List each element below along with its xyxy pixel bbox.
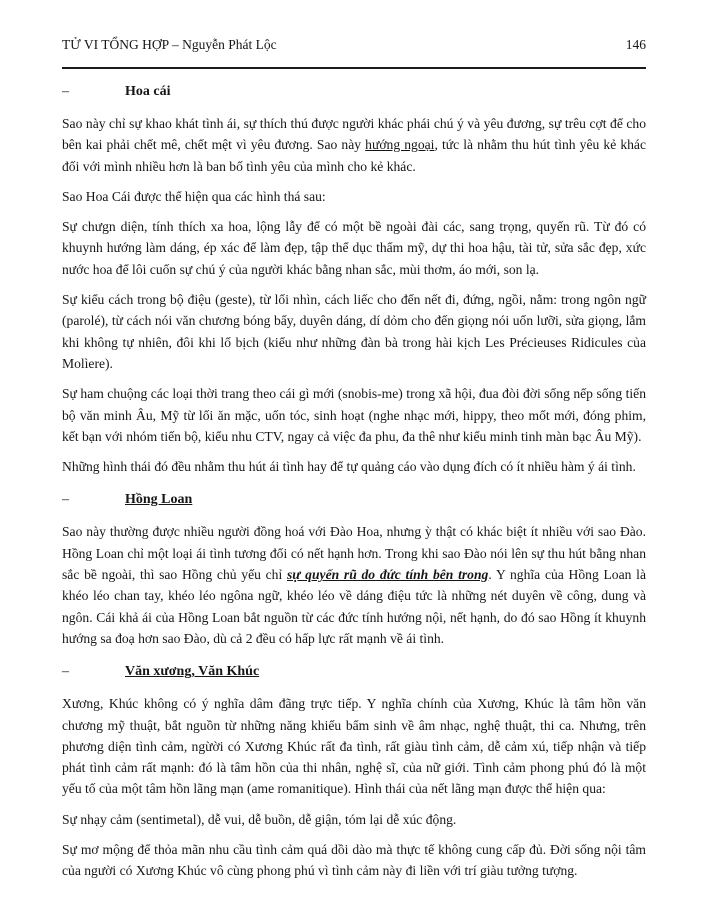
text-segment-italic-underlined: sự quyến rũ do đức tính bên trong [287,567,489,583]
heading-dash: – [62,492,69,508]
section-hoa-cai [62,82,646,477]
paragraph [62,809,646,830]
section-heading [62,82,646,102]
paragraph [62,521,646,649]
text-segment: Sự chưgn diện, tính thích xa hoa, lộng lẫy để có một bề ngoài đài các, sang trọng, quyến rũ. Từ đó có khuynh hướng làm dáng, ép xác để làm đẹp, tập thể dục thẩm mỹ, dự thi hoa hậu, tài tử, sửa sắc đẹp, xức nước hoa để lôi cuốn sự chú ý của người khác bằng nhan sắc, mùi thơm, áo mới, son lạ. [62,219,646,277]
heading-dash: – [62,84,69,99]
heading-label: Hoa cái [125,84,171,99]
section-heading [62,662,646,682]
section-hong-loan [62,490,646,649]
header-rule [62,67,646,69]
text-segment: . Y nghĩa của Hồng Loan là khéo léo chan tay, khéo léo ngôna ngữ, khéo léo về dáng điệu tức là những nét duyên về công, dung và ngôn. Cái khả ái của Hồng Loan bắt nguồn từ các đức tính hướng nội, nết hạnh, do đó sao Hồng ít khuynh hướng sa đoạ hơn sao Đào, dù cả 2 đều có hấp lực rất mạnh về ái tình. [62,567,646,646]
section-heading [62,490,646,510]
paragraph [62,113,646,177]
page-header [62,36,646,54]
text-segment: Sao này thường được nhiều người đồng hoá với Đào Hoa, nhưng ỳ thật có khác biệt ít nhiều với sao Đào. Hồng Loan chỉ một loại ái tình tương đối có nết hạnh hơn. Trong khi sao Đào nói lên sự thu hút bằng nhan sắc bề ngoài, thì sao Hồng chủ yếu chỉ [62,524,646,583]
paragraph [62,456,646,477]
text-segment: , tức là nhằm thu hút tình yêu kẻ khác đối với mình nhiều hơn là ban bố tình yêu của mình cho kẻ khác. [62,137,647,174]
paragraph [62,383,646,447]
paragraph [62,693,646,799]
paragraph [62,839,646,882]
heading-dash: – [62,664,69,680]
text-segment-underlined: hướng ngoại [365,137,435,153]
paragraph [62,186,646,207]
heading-label: Hồng Loan [125,492,193,508]
text-segment: Sự nhạy cảm (sentimetal), dễ vui, dễ buồn, dễ giận, tóm lại dễ xúc động. [62,811,457,827]
running-title: TỬ VI TỔNG HỢP – Nguyễn Phát Lộc [62,37,277,52]
text-segment: Sự ham chuộng các loại thời trang theo cái gì mới (snobis-me) trong xã hội, đua đòi đời sống nếp sống tiến bộ văn minh Âu, Mỹ từ lối ăn mặc, uốn tóc, sinh hoạt (nghe nhạc mới, hippy, theo mốt mới, đóng phim, kết bạn với nhóm tiến bộ, kiểu nhu CTV, ngay cả việc đa phu, đa thê như kiểu minh tinh màn bạc Âu Mỹ). [62,386,646,444]
text-segment: Sự kiểu cách trong bộ điệu (geste), từ lối nhìn, cách liếc cho đến nết đi, đứng, ngồi, nằm: trong ngôn ngữ (parolé), từ cách nói văn chương bóng bẩy, duyên dáng, dí dỏm cho đến giọng nói uốn lưỡi, sửa giọng, lắm khi không tự nhiên, đôi khi lố bịch (kiểu như những đàn bà trong hài kịch Les Précieuses Ridicules của Molìere). [62,292,646,371]
text-segment: Sự mơ mộng để thỏa mãn nhu cầu tình cảm quá dồi dào mà thực tế không cung cấp đủ. Đời sống nội tâm của người có Xương Khúc vô cùng phong phú vì tình cảm này đi liền với trí giàu tưởng tượng. [62,842,646,879]
paragraph [62,216,646,280]
heading-label: Văn xương, Văn Khúc [125,664,260,680]
text-segment: Sao Hoa Cái được thể hiện qua các hình thá sau: [62,188,326,204]
page-number: 146 [625,37,646,52]
section-van-xuong-van-khuc [62,662,646,881]
text-segment: Xương, Khúc không có ý nghĩa dâm đãng trực tiếp. Y nghĩa chính của Xương, Khúc là tâm hồn văn chương mỹ thuật, bắt nguồn từ những năng khiếu bẩm sinh về âm nhạc, nghệ thuật, thi ca. Nhưng, trên phương diện tình cảm, ngừời có Xương Khúc rất đa tình, rất giàu tình cảm, dễ cảm xú, tiếp nhận và tiếp phát tình cảm rất mạnh: đó là tâm hồn của thi nhân, nghệ sĩ, của nữ giới. Tình cảm phong phú đó là một yếu tố của một tâm hồn lãng mạn (ame romanitique). Hình thái của nết lãng mạn được thể hiện qua: [62,696,646,797]
text-segment: Sao này chỉ sự khao khát tình ái, sự thích thú được người khác phái chú ý và yêu đương, sự trêu cợt để cho bên kai phải chết mê, chết mệt vì yêu đương. Sao này [62,116,646,153]
text-segment: Những hình thái đó đều nhằm thu hút ái tình hay để tự quảng cáo vào dụng đích có ít nhiều hàm ý ái tình. [62,459,636,475]
paragraph [62,289,646,374]
